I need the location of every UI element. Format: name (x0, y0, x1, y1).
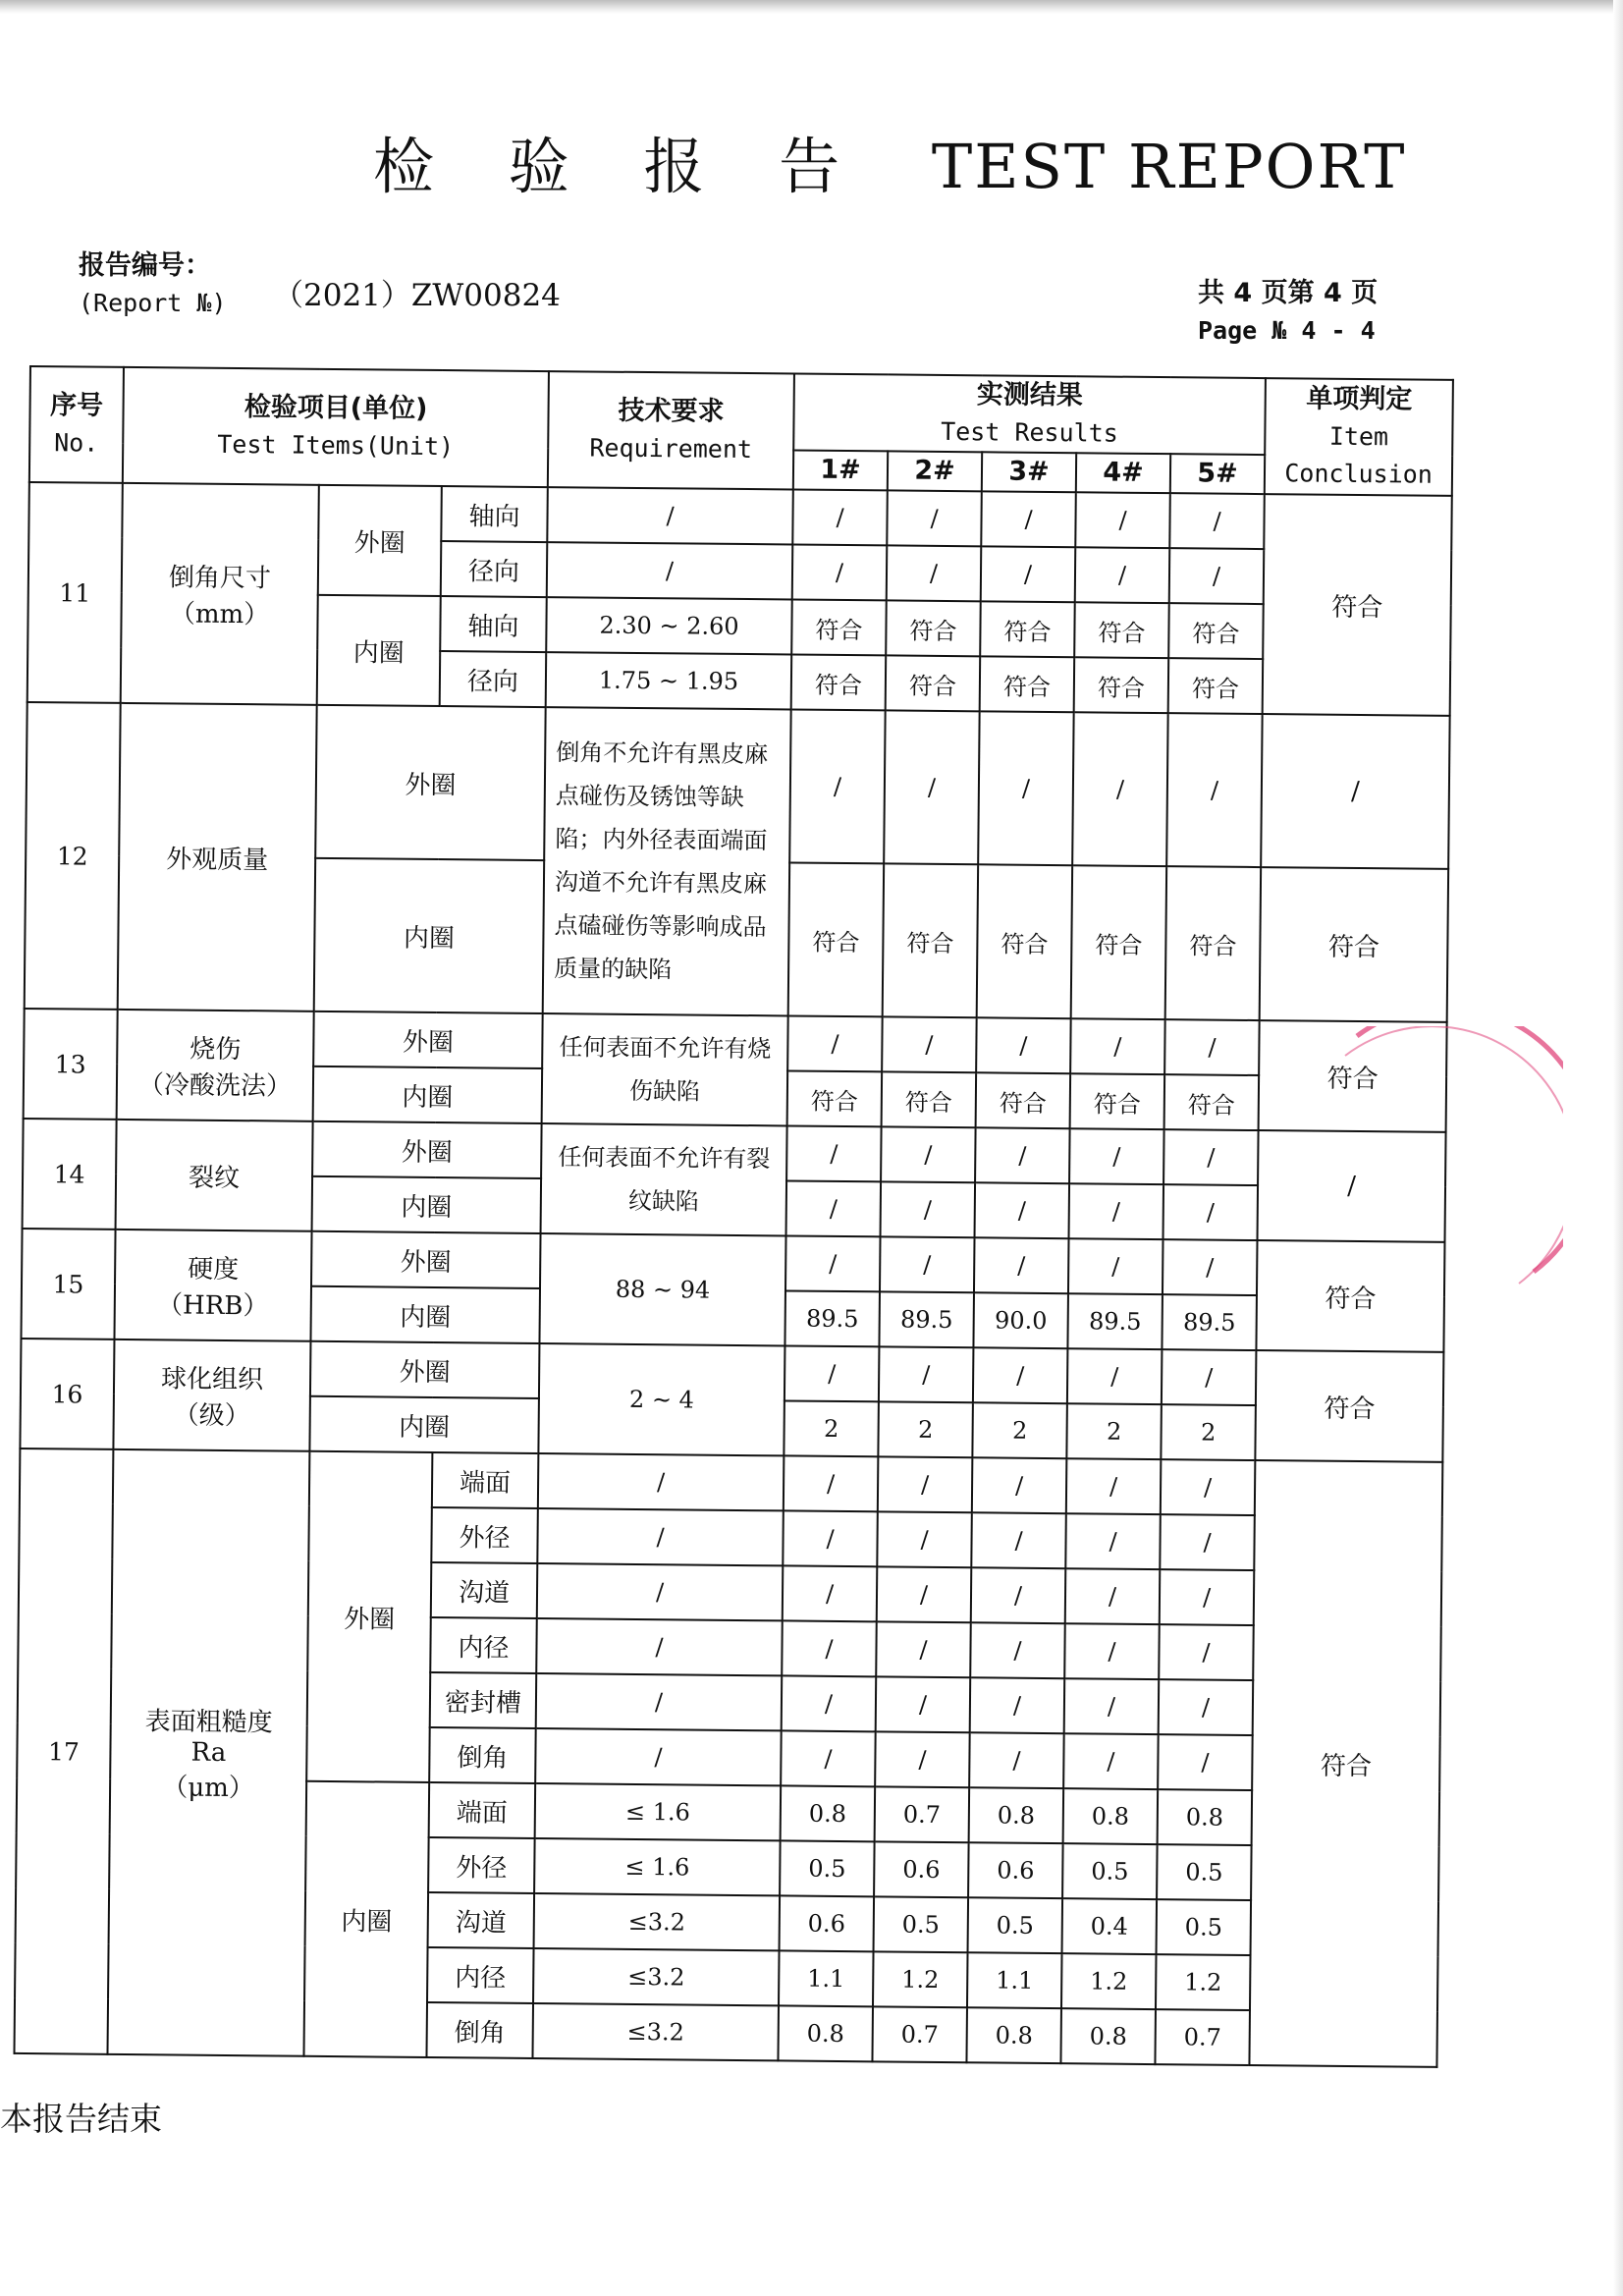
sample-3-header: 3# (982, 452, 1076, 492)
row-17-inner-res-5: 1.2 (1156, 1954, 1251, 2010)
row-17-inner-res-2: 1.2 (873, 1951, 968, 2007)
row-17-inner-sub: 沟道 (428, 1892, 535, 1948)
row-13-res-outer-5: / (1164, 1019, 1260, 1075)
row-14-res-inner-4: / (1069, 1183, 1164, 1239)
row-15-no: 15 (21, 1229, 115, 1339)
row-17-outer-res-5: / (1159, 1679, 1254, 1735)
row-15-inner: 内圈 (310, 1286, 540, 1343)
row-13-item-unit: （冷酸洗法） (137, 1070, 293, 1102)
row-11-res-inner-radial-5: 符合 (1168, 658, 1264, 714)
row-16-item-name: 球化组织 (160, 1364, 264, 1395)
row-12-res-inner-1: 符合 (788, 862, 884, 1016)
row-17-outer-res-1: / (784, 1455, 879, 1511)
row-17-outer-res-3: / (970, 1677, 1065, 1733)
row-17-inner-sub: 倒角 (426, 2002, 533, 2058)
row-11-inner-radial: 径向 (440, 651, 547, 707)
row-14-res-inner-3: / (975, 1182, 1070, 1238)
row-11-item-name: 倒角尺寸 (168, 563, 272, 594)
row-17-inner-res-1: 0.5 (780, 1840, 875, 1896)
row-13-res-inner-1: 符合 (787, 1070, 883, 1126)
row-17-outer-res-1: / (783, 1510, 878, 1566)
header-results (793, 373, 1266, 455)
row-17-item-ra: Ra (190, 1737, 227, 1768)
row-17-inner-req: ≤3.2 (533, 2003, 780, 2060)
page-info (1198, 275, 1378, 350)
header-results-en: Test Results (941, 416, 1118, 448)
row-17-outer-req: / (538, 1453, 784, 1510)
row-12-res-inner-5: 符合 (1165, 866, 1262, 1020)
report-no-label (79, 247, 227, 322)
report-no-label-en: (Report №) (79, 289, 227, 317)
sample-4-header: 4# (1076, 453, 1170, 493)
row-17-outer: 外圈 (306, 1451, 432, 1782)
row-17-outer-res-3: / (971, 1512, 1066, 1568)
row-13-outer: 外圈 (313, 1011, 543, 1068)
row-17-inner-req: ≤ 1.6 (534, 1838, 781, 1895)
row-11-no: 11 (27, 482, 123, 703)
row-16-res-inner-5: 2 (1161, 1404, 1256, 1460)
row-17-inner-res-4: 0.8 (1060, 2008, 1156, 2064)
row-11-inner-axial: 轴向 (440, 596, 547, 652)
row-15-res-outer-5: / (1163, 1239, 1258, 1295)
row-14-res-inner-1: / (786, 1180, 882, 1236)
sample-1-header: 1# (793, 450, 888, 490)
row-12-res-outer-4: / (1072, 712, 1167, 866)
row-17-outer-res-4: / (1065, 1568, 1161, 1624)
row-17-outer-res-2: / (875, 1731, 970, 1787)
row-12-no: 12 (25, 702, 121, 1010)
row-17-outer-res-2: / (878, 1456, 973, 1512)
header-items (123, 367, 549, 487)
row-14-res-inner-2: / (881, 1181, 976, 1237)
row-15-item-name: 硬度 (188, 1254, 240, 1285)
row-13-res-outer-2: / (882, 1016, 977, 1072)
row-11-res-inner-axial-2: 符合 (886, 600, 981, 656)
row-17-outer-sub: 端面 (432, 1452, 539, 1508)
row-17-inner: 内圈 (303, 1781, 429, 2057)
row-17-inner-req: ≤3.2 (534, 1893, 781, 1950)
row-17-outer-res-1: / (781, 1730, 876, 1786)
row-14-res-outer-5: / (1163, 1129, 1259, 1185)
test-results-table (13, 365, 1454, 2068)
row-16-res-outer-3: / (973, 1347, 1068, 1403)
header-req-en: Requirement (589, 433, 753, 465)
row-17-outer-res-2: / (876, 1676, 971, 1732)
row-17-outer-res-5: / (1160, 1569, 1255, 1625)
header-conclusion-cn: 单项判定 (1306, 383, 1413, 415)
row-16-res-inner-3: 2 (972, 1402, 1067, 1458)
row-17-item (107, 1449, 309, 2056)
row-16-requirement: 2 ~ 4 (538, 1343, 784, 1455)
row-17-inner-res-3: 0.5 (968, 1897, 1063, 1953)
row-17-item-name: 表面粗糙度 (144, 1707, 273, 1738)
title-en: TEST REPORT (931, 131, 1407, 202)
row-11-inner: 内圈 (317, 595, 441, 706)
row-16-no: 16 (20, 1339, 114, 1449)
row-14-res-outer-3: / (975, 1127, 1070, 1183)
row-17-inner-res-1: 0.8 (781, 1785, 876, 1841)
row-17-inner-sub: 内径 (427, 1947, 534, 2003)
row-17-inner-res-5: 0.8 (1158, 1789, 1253, 1845)
row-13-res-inner-3: 符合 (976, 1072, 1071, 1128)
row-11-outer-radial: 径向 (441, 541, 548, 597)
row-15-res-outer-1: / (785, 1235, 881, 1291)
row-17-inner-res-5: 0.5 (1157, 1899, 1252, 1955)
header-no-cn: 序号 (49, 390, 104, 421)
row-17-outer-res-5: / (1159, 1624, 1254, 1680)
row-11-res-inner-axial-5: 符合 (1168, 603, 1264, 659)
row-12-res-inner-4: 符合 (1071, 865, 1166, 1019)
row-17-outer-res-4: / (1064, 1678, 1160, 1734)
row-12-res-outer-5: / (1166, 713, 1263, 867)
row-14-res-outer-2: / (881, 1126, 976, 1182)
row-17-outer-sub: 沟道 (431, 1562, 538, 1618)
scan-edge-right (1613, 0, 1623, 2296)
row-16-res-outer-2: / (879, 1346, 974, 1402)
row-17-outer-res-2: / (876, 1621, 971, 1677)
row-15-res-inner-2: 89.5 (879, 1291, 974, 1347)
title-cn: 检 验 报 告 (373, 131, 868, 202)
row-17-outer-res-3: / (972, 1457, 1067, 1513)
row-17-inner-res-1: 0.8 (778, 2005, 873, 2061)
row-12-res-outer-2: / (884, 710, 979, 864)
row-13-item-name: 烧伤 (189, 1034, 242, 1066)
row-14-conclusion: / (1258, 1130, 1446, 1242)
row-16-res-inner-4: 2 (1066, 1403, 1162, 1459)
row-17-item-unit: （μm） (162, 1773, 255, 1804)
row-15-outer: 外圈 (311, 1231, 541, 1288)
row-17-inner-res-1: 1.1 (779, 1950, 874, 2006)
row-12-outer: 外圈 (315, 705, 546, 860)
row-17-outer-res-5: / (1158, 1734, 1253, 1790)
row-11-res-inner-radial-2: 符合 (886, 655, 981, 711)
row-11-outer-axial: 轴向 (441, 486, 548, 542)
row-17-outer-res-3: / (969, 1732, 1064, 1788)
row-11-res-outer-axial-5: / (1169, 493, 1265, 549)
header-conclusion-en-1: Item (1328, 421, 1389, 452)
row-15-res-outer-3: / (974, 1237, 1069, 1293)
row-11-res-inner-radial-3: 符合 (980, 656, 1075, 712)
row-17-inner-res-4: 0.5 (1062, 1843, 1158, 1899)
header-items-en: Test Items(Unit) (217, 429, 455, 462)
row-13-no: 13 (24, 1009, 118, 1120)
row-11-res-outer-axial-2: / (887, 490, 982, 546)
row-16-conclusion: 符合 (1255, 1350, 1443, 1462)
row-11-item-unit: （mm） (169, 599, 270, 630)
row-17-outer-req: / (536, 1618, 783, 1675)
row-11-res-inner-axial-4: 符合 (1074, 602, 1169, 658)
row-17-inner-res-4: 0.8 (1063, 1788, 1159, 1844)
row-11-item (121, 483, 319, 705)
row-17-outer-res-4: / (1066, 1458, 1162, 1514)
row-16-inner: 内圈 (309, 1396, 539, 1453)
row-16-res-inner-1: 2 (784, 1400, 879, 1456)
page-info-cn: 共 4 页第 4 页 (1198, 278, 1379, 308)
row-14-res-outer-1: / (786, 1125, 882, 1181)
row-17-outer-res-1: / (783, 1565, 878, 1621)
row-13-res-inner-4: 符合 (1070, 1073, 1165, 1129)
row-15-requirement: 88 ~ 94 (539, 1233, 785, 1345)
row-17-inner-res-2: 0.7 (875, 1786, 970, 1842)
row-13-res-outer-3: / (976, 1017, 1071, 1073)
row-17-inner-res-3: 1.1 (967, 1952, 1062, 2008)
header-req-cn: 技术要求 (618, 395, 725, 427)
row-11-res-inner-radial-4: 符合 (1074, 657, 1169, 713)
row-11-res-inner-axial-1: 符合 (791, 599, 887, 655)
row-17-outer-res-1: / (782, 1620, 877, 1676)
header-requirement (548, 371, 794, 489)
row-15-res-outer-2: / (880, 1236, 975, 1292)
row-11-res-outer-axial-3: / (981, 491, 1076, 547)
header-no (29, 366, 124, 483)
inspection-seal-stamp (1337, 1026, 1563, 1291)
report-end-text: 本报告结束 (0, 2100, 162, 2138)
row-11-res-outer-axial-1: / (792, 489, 888, 545)
report-no-label-cn: 报告编号： (79, 250, 211, 281)
row-13-conclusion: 符合 (1259, 1020, 1447, 1132)
row-12-item: 外观质量 (118, 703, 317, 1011)
row-17-inner-res-4: 1.2 (1061, 1953, 1157, 2009)
row-17-conclusion: 符合 (1250, 1460, 1443, 2067)
row-13-res-outer-4: / (1070, 1018, 1165, 1074)
row-13-inner: 内圈 (313, 1066, 543, 1123)
row-17-outer-sub: 密封槽 (430, 1672, 537, 1728)
row-12-res-outer-3: / (978, 711, 1073, 865)
row-12-res-outer-1: / (789, 709, 885, 863)
row-14-res-inner-5: / (1163, 1184, 1259, 1240)
row-13-res-inner-2: 符合 (882, 1071, 977, 1127)
row-17-inner-req: ≤3.2 (533, 1948, 780, 2005)
header-results-cn: 实测结果 (976, 379, 1083, 411)
row-17-outer-sub: 内径 (430, 1617, 537, 1673)
row-11-req-outer-radial: / (547, 542, 793, 599)
row-15-conclusion: 符合 (1257, 1240, 1445, 1352)
row-16-res-inner-2: 2 (878, 1401, 973, 1457)
row-17-outer-res-4: / (1063, 1733, 1159, 1789)
row-12-requirement: 倒角不允许有黑皮麻点碰伤及锈蚀等缺陷；内外径表面端面沟道不允许有黑皮麻点磕碰伤等影响成品质量的缺陷 (543, 707, 791, 1015)
row-11-res-outer-radial-1: / (792, 544, 888, 600)
row-12-res-inner-2: 符合 (883, 863, 978, 1017)
row-16-res-outer-4: / (1067, 1348, 1163, 1404)
row-17-outer-req: / (537, 1508, 784, 1565)
row-11-conclusion: 符合 (1263, 494, 1452, 716)
row-11-req-inner-radial: 1.75 ~ 1.95 (546, 652, 792, 709)
row-17-inner-res-4: 0.4 (1062, 1898, 1158, 1954)
row-17-outer-sub: 倒角 (429, 1727, 536, 1783)
row-17-outer-res-4: / (1064, 1623, 1160, 1679)
row-15-res-inner-3: 90.0 (973, 1292, 1068, 1348)
row-13-requirement: 任何表面不允许有烧伤缺陷 (542, 1013, 788, 1125)
row-11-res-inner-axial-3: 符合 (980, 601, 1075, 657)
report-no-value: （2021）ZW00824 (273, 278, 561, 313)
row-14-outer: 外圈 (312, 1121, 542, 1178)
row-17-inner-res-2: 0.6 (874, 1841, 969, 1897)
row-11-res-outer-axial-4: / (1075, 492, 1170, 548)
page-info-en: Page № 4 - 4 (1198, 316, 1376, 345)
row-17-inner-res-2: 0.5 (874, 1896, 969, 1952)
row-16-item (113, 1339, 310, 1451)
sample-2-header: 2# (888, 451, 982, 491)
row-15-item (114, 1230, 311, 1341)
row-11-req-inner-axial: 2.30 ~ 2.60 (546, 597, 792, 654)
row-17-outer-req: / (535, 1728, 782, 1785)
row-17-outer-res-1: / (782, 1675, 877, 1731)
row-17-outer-req: / (536, 1673, 783, 1730)
row-17-inner-res-3: 0.8 (966, 2007, 1061, 2063)
row-15-res-outer-4: / (1068, 1238, 1163, 1294)
row-17-outer-res-5: / (1160, 1514, 1255, 1570)
sample-5-header: 5# (1170, 454, 1265, 494)
row-17-outer-res-2: / (877, 1511, 972, 1567)
row-17-no: 17 (14, 1449, 113, 2054)
row-16-item-unit: （级） (173, 1400, 250, 1432)
row-13-res-inner-5: 符合 (1164, 1074, 1260, 1130)
row-11-res-outer-radial-2: / (887, 545, 982, 601)
row-12-res-inner-3: 符合 (977, 864, 1072, 1018)
row-17-inner-sub: 端面 (429, 1782, 536, 1838)
row-11-req-outer-axial: / (547, 487, 793, 544)
scan-edge-top (0, 0, 1623, 14)
row-17-inner-res-2: 0.7 (872, 2006, 967, 2062)
row-17-inner-res-5: 0.7 (1155, 2009, 1250, 2065)
row-17-inner-res-5: 0.5 (1157, 1844, 1252, 1900)
row-17-outer-req: / (537, 1563, 784, 1620)
row-16-res-outer-5: / (1162, 1349, 1257, 1405)
header-no-en: No. (54, 428, 99, 458)
row-16-outer: 外圈 (310, 1341, 540, 1398)
row-17-outer-res-3: / (970, 1622, 1065, 1678)
row-15-res-inner-1: 89.5 (784, 1290, 880, 1346)
row-14-no: 14 (23, 1119, 117, 1230)
header-conclusion (1265, 378, 1453, 496)
row-14-res-outer-4: / (1069, 1128, 1164, 1184)
row-15-res-inner-5: 89.5 (1162, 1294, 1257, 1350)
row-17-outer-res-3: / (971, 1567, 1066, 1623)
row-11-res-inner-radial-1: 符合 (791, 654, 887, 710)
row-17-outer-res-2: / (877, 1566, 972, 1622)
row-17-outer-res-4: / (1065, 1513, 1161, 1569)
row-17-inner-res-1: 0.6 (780, 1895, 875, 1951)
row-12-inner: 内圈 (314, 858, 545, 1013)
header-items-cn: 检验项目(单位) (243, 392, 428, 424)
row-17-inner-res-3: 0.6 (968, 1842, 1063, 1898)
row-12-conclusion-inner: 符合 (1260, 867, 1448, 1022)
row-17-outer-res-5: / (1161, 1459, 1256, 1515)
row-14-inner: 内圈 (312, 1176, 542, 1233)
header-conclusion-en-2: Conclusion (1284, 459, 1433, 489)
row-17-outer-sub: 外径 (431, 1507, 538, 1563)
row-14-item: 裂纹 (116, 1120, 313, 1231)
row-17-inner-req: ≤ 1.6 (535, 1783, 782, 1840)
row-15-res-inner-4: 89.5 (1067, 1293, 1163, 1349)
row-16-res-outer-1: / (784, 1345, 880, 1401)
row-11-res-outer-radial-4: / (1075, 547, 1170, 603)
row-14-requirement: 任何表面不允许有裂纹缺陷 (541, 1123, 787, 1235)
row-12-conclusion-outer: / (1261, 714, 1449, 869)
row-17-inner-res-3: 0.8 (969, 1787, 1064, 1843)
row-11-outer: 外圈 (318, 485, 442, 596)
row-11-res-outer-radial-3: / (981, 546, 1076, 602)
row-11-res-outer-radial-5: / (1169, 548, 1265, 604)
row-17-inner-sub: 外径 (428, 1837, 535, 1893)
row-13-res-outer-1: / (787, 1015, 883, 1071)
report-title (373, 118, 1406, 205)
row-15-item-unit: （HRB） (156, 1290, 269, 1322)
row-13-item (117, 1010, 314, 1121)
